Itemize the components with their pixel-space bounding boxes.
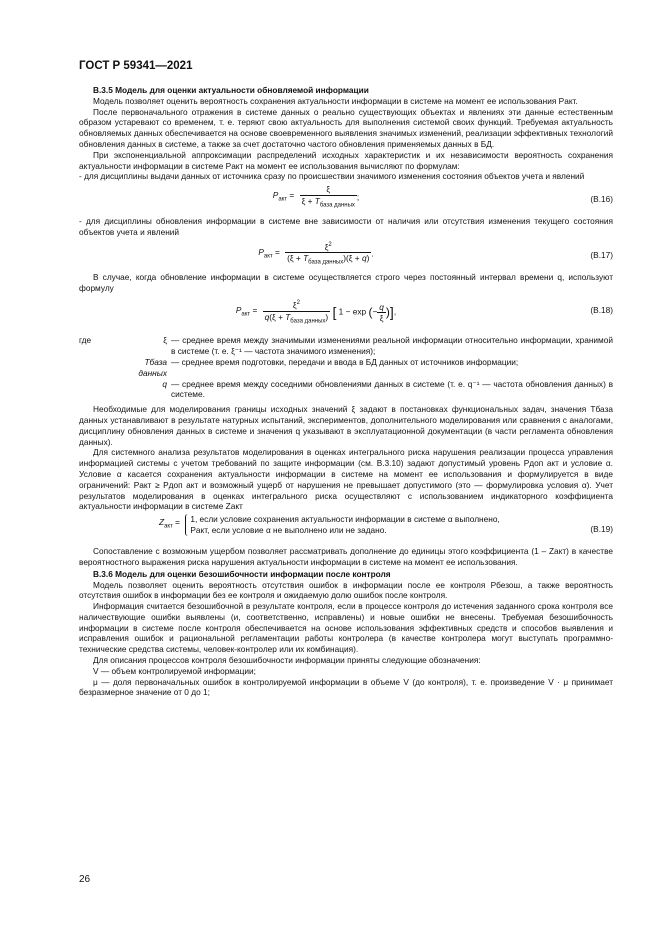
paragraph: Информация считается безошибочной в результате контроля, если в процессе контроля до истечения заданного срока контроля все наличествующие ошибки выявлены (и, соответственно, исправлены) и новые ошибки не внесены. Требуемая безошибочность информации в системе после контроля обеспечивается на основе использования эффективных средств и способов выявления и исправления ошибок и рациональной регламентации работы контролера (в качестве контролера могут выступать программно-технические средства системы, человек-контролер или их комбинация). [79, 601, 613, 655]
case-2: Pакт, если условие α не выполнено или не задано. [190, 524, 387, 535]
paragraph: Модель позволяет оценить вероятность сохранения актуальности информации в системе на момент ее использования Pакт. [93, 95, 578, 106]
formula-number: (В.18) [590, 305, 613, 316]
formula-b17: $P_{акт}$ = $\frac{\xi^2}{(\xi + T_{база данных})(\xi + q)}$ . (В.17) [79, 240, 613, 270]
definition-symbol: q [162, 378, 167, 389]
paragraph: V — объем контролируемой информации; [93, 665, 256, 676]
page-header: ГОСТ Р 59341—2021 [79, 60, 193, 72]
formula-b16: $P_{акт}$ = $\frac{\xi}{\xi + T_{база данных}}$ ; (В.16) [79, 184, 613, 214]
formula-number: (В.17) [590, 249, 613, 260]
definitions-list [79, 335, 613, 400]
definition-text: — среднее время между значимыми изменениями реальной информации относительно информации, хранимой в системе (т. е. ξ⁻¹ — частота значимого изменения); [171, 335, 613, 357]
page-number: 26 [79, 874, 91, 885]
section-title-b36: В.3.6 Модель для оценки безошибочности информации после контроля [93, 568, 391, 579]
paragraph: Для системного анализа результатов моделирования в оценках интегрального риска нарушения реализации процесса управления информацией системы с учетом требований по защите информации (см. В.3.10) задают допустимый уровень Pдоп акт и условие α. Условие α касается сохранения актуальности информации в системе на момент ее использования и формулируется в виде ограничений: Pакт ≥ Pдоп акт и возможный ущерб от нарушения не превышает допустимого (это — формулировка условия α). Учет результатов моделирования в оценках интегрального риска осуществляют с использованием индикаторного коэффициента актуальности информации в системе Zакт [79, 447, 613, 512]
definition-symbol: Tбаза данных [138, 356, 167, 378]
formula-number: (В.16) [590, 194, 613, 205]
page-body [79, 84, 613, 698]
paragraph: μ — доля первоначальных ошибок в контролируемой информации в объеме V (до контроля), т. е. произведение V · μ принимает безразмерное значение от 0 до 1; [79, 676, 613, 698]
definition-item [79, 357, 613, 379]
formula-b18: $P_{акт}$ = $\frac{\xi^2}{q(\xi + T_{база данных})}$ [ 1 − exp (− $\frac{q}{\xi}$ )], (В.18) [79, 295, 613, 331]
paragraph: - для дисциплины обновления информации в системе вне зависимости от наличия или отсутствия изменения текущего состояния объектов учета и явлений [79, 216, 613, 237]
paragraph: Необходимые для моделирования границы исходных значений ξ задают в постановках функциональных задач, значения Tбаза данных устанавливают в результате натурных испытаний, экспериментов, дополнительного моделирования или сравнения с аналогами, дисциплину обновления данных в системе и значения q указывают в эксплуатационной документации (в части регламента обновления данных). [79, 404, 613, 447]
case-1: 1, если условие сохранения актуальности информации в системе α выполнено, [190, 514, 500, 525]
definition-item [79, 335, 613, 357]
where-label: где [79, 335, 92, 346]
paragraph: - для дисциплины выдачи данных от источника сразу по происшествии значимого изменения состояния объектов учета и явлений [79, 171, 585, 182]
paragraph: После первоначального отражения в системе данных о реально существующих объектах и явлениях эти данные естественным образом устаревают со временем, т. е. теряют свою актуальность для выполнения системой своих функций. Требуемая актуальность обновляемых данных обеспечивается на основе своевременного выявления значимых изменений, реализации эффективных технологий обновления данных в системе, а также за счет достаточно частого обновления применяемых данных в БД. [79, 106, 613, 149]
definition-text: — среднее время между соседними обновлениями данных в системе (т. е. q⁻¹ — частота обновления данных) в системе. [171, 378, 613, 400]
paragraph: При экспоненциальной аппроксимации распределений исходных характеристик и их независимости вероятность сохранения актуальности информации в системе Pакт на момент ее использования вычисляют по формулам: [79, 149, 613, 171]
section-title-b35: В.3.5 Модель для оценки актуальности обновляемой информации [93, 85, 369, 95]
definition-symbol: ξ [163, 335, 167, 346]
formula-number: (В.19) [590, 524, 613, 535]
formula-b19: $Z_{акт}$ = 1, если условие сохранения актуальности информации в системе α выполнено, Pакт, если условие α не выполнено или не задано. (В.19) [159, 514, 613, 535]
paragraph: В случае, когда обновление информации в системе осуществляется строго через постоянный интервал времени q, используют формулу [79, 271, 613, 293]
paragraph: Для описания процессов контроля безошибочности информации приняты следующие обозначения: [93, 655, 481, 666]
definition-text: — среднее время подготовки, передачи и ввода в БД данных от источников информации; [171, 356, 519, 367]
paragraph: Модель позволяет оценить вероятность отсутствия ошибок в информации после ее контроля Pбезош, а также вероятность отсутствия ошибок в информации без ее контроля и ожидаемую долю ошибок после контроля. [79, 579, 613, 601]
definition-item [79, 379, 613, 401]
paragraph: Сопоставление с возможным ущербом позволяет рассматривать дополнение до единицы этого коэффициента (1 – Zакт) в качестве вероятностного выражения риска нарушения актуальности информации в системе на момент ее использования. [79, 546, 613, 567]
